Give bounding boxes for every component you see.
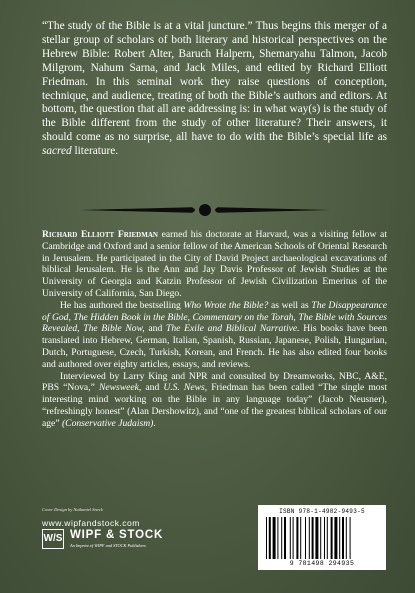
ornament-divider — [80, 202, 330, 218]
book-title: Who Wrote the Bible? — [183, 299, 269, 311]
bio-text: and — [141, 382, 164, 394]
bio-text: Friedman has been called “The single most interesting mind working on the Bible in any language today” (Jacob Neusner), “refreshingly honest” (Alan Dershowitz), and “one of the greatest biblical scholars of our age” — [42, 382, 388, 429]
bio-text: as well as — [268, 299, 312, 311]
logo-mark: W/S — [42, 529, 64, 549]
bio-paragraph-3 — [42, 371, 387, 430]
publication-name: Newsweek, — [98, 382, 142, 394]
blurb-emphasis: sacred — [42, 145, 72, 158]
barcode-bars — [266, 517, 378, 559]
book-title: The Exile and Biblical Narrative. — [166, 323, 300, 335]
blurb-text-end: literature. — [71, 145, 119, 158]
publisher-logo — [42, 529, 202, 555]
bio-paragraph-2 — [42, 300, 387, 371]
bio-text: His books have been translated into Hebrew, German, Italian, Spanish, Russian, Japanese, Polish, Hungarian, Dutch, Portuguese, Czech, Turkish, Korean, and French. He has also edited four books and authored over eighty articles, essays, and reviews. — [42, 323, 387, 370]
logo-tagline: An Imprint of WIPF and STOCK Publishers — [70, 543, 146, 548]
publisher-website: www.wipfandstock.com — [42, 518, 140, 528]
barcode-block — [258, 505, 386, 570]
bio-text: Interviewed by Larry King and NPR and consulted by Dreamworks, NBC, A&E, PBS “Nova,” — [42, 370, 387, 394]
logo-name: WIPF & STOCK — [70, 529, 164, 541]
bio-text: . — [153, 417, 156, 429]
isbn-text: ISBN 978-1-4982-9493-5 — [279, 508, 365, 515]
publication-name: U.S. News, — [163, 382, 208, 394]
bio-paragraph-1 — [42, 229, 387, 300]
cover-blurb — [42, 20, 387, 159]
cover-design-credit: Cover Design by Nathaniel Sneck — [42, 507, 103, 512]
author-name: Richard Elliott Friedman — [42, 229, 158, 240]
book-titles: The Disappearance of God, The Hidden Book in the Bible, Commentary on the Torah, The Bible with Sources Revealed, The Bible Now, — [42, 299, 388, 335]
blurb-text: “The study of the Bible is at a vital juncture.” Thus begins this merger of a stellar group of scholars of both literary and historical perspectives on the Hebrew Bible: Robert Alter, Baruch Halpern, Shemaryahu Talmon, Jacob Milgrom, Nahum Sarna, and Jack Miles, and edited by Richard Elliott Friedman. In this seminal work they raise questions of conception, technique, and audience, treating of both the Bible’s authors and editors. At bottom, the question that all are addressing is: in what way(s) is the study of the Bible different from the study of other literature? Their answers, it should come as no surprise, all have to do with the Bible’s special life as — [42, 20, 387, 144]
publication-name: (Conservative Judaism) — [61, 417, 154, 429]
bio-text: He has authored the bestselling — [60, 299, 184, 311]
bio-text: and — [144, 323, 167, 335]
barcode-digits: 9 781498 294935 — [289, 560, 355, 567]
author-bio — [42, 229, 387, 430]
bio-text: earned his doctorate at Harvard, was a visiting fellow at Cambridge and Oxford and a senior fellow of the American Schools of Oriental Research in Jerusalem. He participated in the City of David Project archaeological excavations of biblical Jerusalem. He is the Ann and Jay Davis Professor of Jewish Studies at the University of Georgia and Katzin Professor of Jewish Civilization Emeritus of the University of California, San Diego. — [42, 229, 387, 299]
